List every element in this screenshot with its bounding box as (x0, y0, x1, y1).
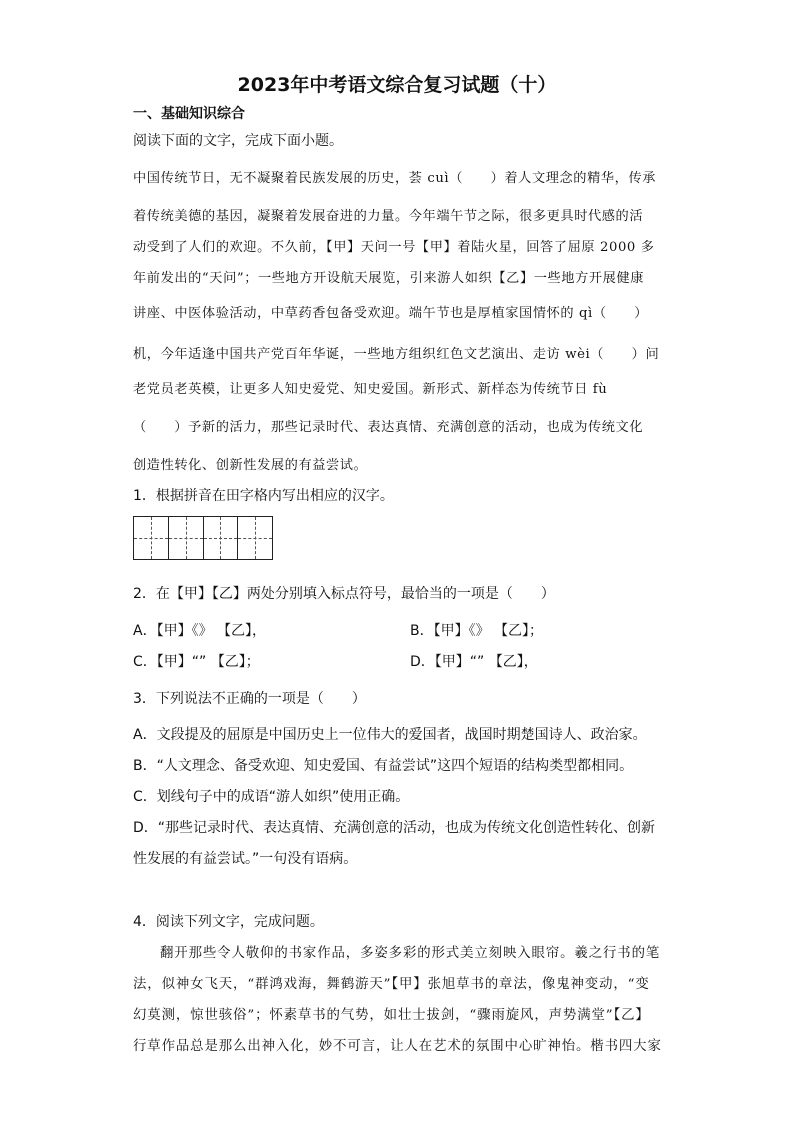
q3-option-b[interactable]: B．“人文理念、备受欢迎、知史爱国、有益尝试”这四个短语的结构类型都相同。 (133, 758, 634, 774)
q3-option-d-continued: 性发展的有益尝试。”一句没有语病。 (133, 851, 358, 867)
tianzige-cell[interactable] (168, 517, 203, 559)
section-heading: 一、基础知识综合 (133, 106, 245, 122)
tianzige-grid[interactable] (133, 516, 273, 560)
tianzige-cell[interactable] (203, 517, 238, 559)
passage-line: （ ）予新的活力，那些记录时代、表达真情、充满创意的活动，也成为传统文化 (133, 420, 644, 435)
question-1: 1．根据拼音在田字格内写出相应的汉字。 (133, 488, 394, 504)
passage-line: 动受到了人们的欢迎。不久前，【甲】天问一号【甲】着陆火星，回答了屈原 2000 多 (133, 240, 655, 255)
passage-line: 中国传统节日，无不凝聚着民族发展的历史，荟 cuì（ ）着人文理念的精华，传承 (133, 171, 657, 186)
reading-line: 翻开那些令人敬仰的书家作品，多姿多彩的形式美立刻映入眼帘。羲之行书的笔 (160, 946, 661, 961)
reading-line: 行草作品总是那么出神入化，妙不可言，让人在艺术的氛围中心旷神怡。楷书四大家 (133, 1039, 662, 1054)
intro-text: 阅读下面的文字，完成下面小题。 (133, 133, 343, 149)
q3-option-a[interactable]: A．文段提及的屈原是中国历史上一位伟大的爱国者，战国时期楚国诗人、政治家。 (133, 727, 647, 743)
q2-option-b[interactable]: B．【甲】《》 【乙】； (410, 623, 544, 639)
question-2: 2．在【甲】【乙】两处分别填入标点符号，最恰当的一项是（ ） (133, 586, 555, 602)
tianzige-cell[interactable] (134, 517, 168, 559)
question-3: 3．下列说法不正确的一项是（ ） (133, 691, 366, 707)
q3-option-d[interactable]: D．“那些记录时代、表达真情、充满创意的活动，也成为传统文化创造性转化、创新 (133, 820, 656, 836)
q2-option-d[interactable]: D．【甲】“” 【乙】， (410, 654, 538, 670)
q3-option-c[interactable]: C．划线句子中的成语“游人如织”使用正确。 (133, 789, 410, 805)
passage-line: 讲座、中医体验活动，中草药香包备受欢迎。端午节也是厚植家国情怀的 qì（ ） (133, 306, 648, 321)
reading-line: 法，似神女飞天，“群鸿戏海，舞鹤游天”【甲】张旭草书的章法，像鬼神变动，“变 (133, 977, 650, 992)
q2-option-a[interactable]: A．【甲】《》 【乙】， (133, 623, 267, 639)
passage-line: 创造性转化、创新性发展的有益尝试。 (133, 458, 368, 473)
q2-option-c[interactable]: C．【甲】“” 【乙】； (133, 654, 260, 670)
passage-line: 机，今年适逢中国共产党百年华诞，一些地方组织红色文艺演出、走访 wèi（ ）问 (133, 347, 660, 362)
question-4: 4．阅读下列文字，完成问题。 (133, 914, 324, 930)
passage-line: 着传统美德的基因，凝聚着发展奋进的力量。今年端午节之际，很多更具时代感的活 (133, 209, 644, 224)
passage-line: 老党员老英模，让更多人知史爱党、知史爱国。新形式、新样态为传统节日 fù (133, 382, 608, 397)
passage-line: 年前发出的“天问”；一些地方开设航天展览，引来游人如织【乙】一些地方开展健康 (133, 271, 645, 286)
tianzige-cell[interactable] (237, 517, 272, 559)
reading-line: 幻莫测，惊世骇俗”；怀素草书的气势，如壮士拔剑，“骤雨旋风，声势满堂”【乙】 (133, 1008, 650, 1023)
page-title: 2023年中考语文综合复习试题（十） (237, 74, 557, 96)
